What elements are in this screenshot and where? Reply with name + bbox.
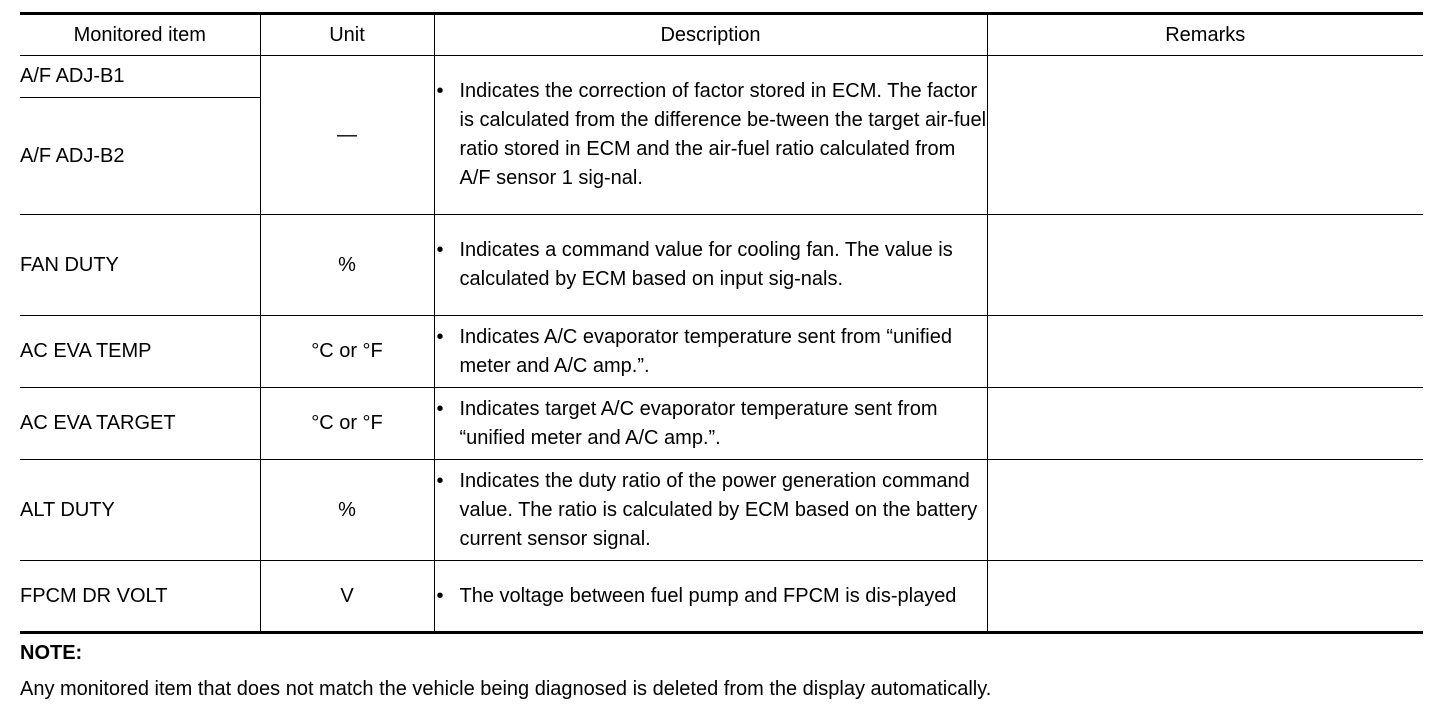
table-row	[20, 561, 1423, 633]
monitored-item: FPCM DR VOLT	[20, 561, 260, 633]
header-remarks: Remarks	[987, 14, 1423, 56]
monitored-item: ALT DUTY	[20, 460, 260, 561]
description-cell	[434, 56, 987, 215]
unit-cell: %	[260, 460, 434, 561]
table-row	[20, 388, 1423, 460]
description-cell	[434, 316, 987, 388]
description-cell	[434, 388, 987, 460]
unit-cell: °C or °F	[260, 316, 434, 388]
remarks-cell	[987, 316, 1423, 388]
header-description: Description	[434, 14, 987, 56]
monitored-item: A/F ADJ-B2	[20, 98, 260, 215]
table-row	[20, 316, 1423, 388]
description-text: • Indicates the correction of factor stored in ECM. The factor is calculated from the difference be-tween the target air-fuel ratio stored in ECM and the air-fuel ratio calculated from A/F sensor 1 sig-nal.	[435, 77, 987, 193]
remarks-cell	[987, 388, 1423, 460]
unit-cell: %	[260, 215, 434, 316]
description-text: • Indicates A/C evaporator temperature sent from “unified meter and A/C amp.”.	[435, 323, 987, 381]
table-row	[20, 460, 1423, 561]
table-row	[20, 215, 1423, 316]
remarks-cell	[987, 56, 1423, 215]
description-text: • The voltage between fuel pump and FPCM is dis-played	[435, 582, 987, 611]
note-text: Any monitored item that does not match the vehicle being diagnosed is deleted from the display automatically.	[20, 678, 992, 700]
note-label: NOTE:	[20, 642, 83, 664]
description-cell	[434, 215, 987, 316]
monitored-item: AC EVA TEMP	[20, 316, 260, 388]
monitor-table	[20, 12, 1423, 634]
remarks-cell	[987, 460, 1423, 561]
header-unit: Unit	[260, 14, 434, 56]
monitored-item: AC EVA TARGET	[20, 388, 260, 460]
unit-cell: V	[260, 561, 434, 633]
monitored-item: FAN DUTY	[20, 215, 260, 316]
description-text: • Indicates target A/C evaporator temperature sent from “unified meter and A/C amp.”.	[435, 395, 987, 453]
description-text: • Indicates a command value for cooling fan. The value is calculated by ECM based on input sig-nals.	[435, 236, 987, 294]
table-row	[20, 56, 1423, 98]
description-text: • Indicates the duty ratio of the power generation command value. The ratio is calculated by ECM based on the battery current sensor signal.	[435, 467, 987, 554]
unit-cell: —	[260, 56, 434, 215]
remarks-cell	[987, 215, 1423, 316]
header-monitored-item: Monitored item	[20, 14, 260, 56]
description-cell	[434, 561, 987, 633]
monitored-item: A/F ADJ-B1	[20, 56, 260, 98]
remarks-cell	[987, 561, 1423, 633]
description-cell	[434, 460, 987, 561]
header-row	[20, 14, 1423, 56]
unit-cell: °C or °F	[260, 388, 434, 460]
